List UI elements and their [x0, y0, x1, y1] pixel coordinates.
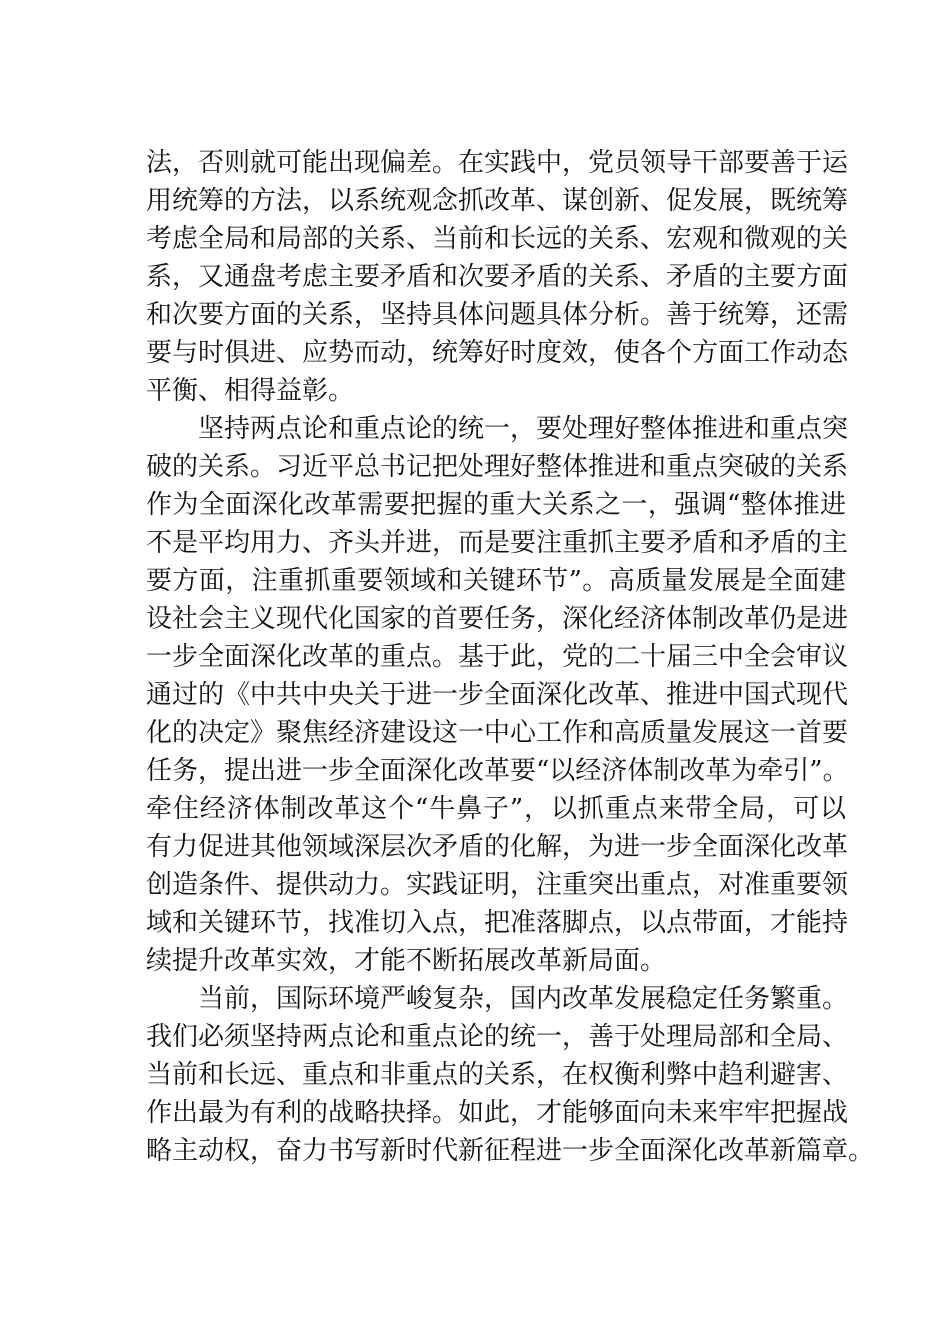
- paragraph-1: [146, 144, 849, 410]
- text-line: 域和关键环节，找准切入点，把准落脚点，以点带面，才能持: [146, 908, 849, 938]
- text-line: 当前和长远、重点和非重点的关系，在权衡利弊中趋利避害、: [146, 1060, 849, 1090]
- text-line: 法，否则就可能出现偏差。在实践中，党员领导干部要善于运: [146, 148, 849, 178]
- text-line: 系，又通盘考虑主要矛盾和次要矛盾的关系、矛盾的主要方面: [146, 262, 849, 292]
- text-line: 通过的《中共中央关于进一步全面深化改革、推进中国式现代: [146, 680, 849, 710]
- text-line: 一步全面深化改革的重点。基于此，党的二十届三中全会审议: [146, 642, 849, 672]
- text-line: 破的关系。习近平总书记把处理好整体推进和重点突破的关系: [146, 452, 849, 482]
- text-line: 作出最为有利的战略抉择。如此，才能够面向未来牢牢把握战: [146, 1098, 849, 1128]
- text-line: 续提升改革实效，才能不断拓展改革新局面。: [146, 946, 667, 976]
- text-line: 坚持两点论和重点论的统一，要处理好整体推进和重点突: [198, 414, 849, 444]
- text-line: 平衡、相得益彰。: [146, 376, 355, 406]
- text-line: 要方面，注重抓重要领域和关键环节”。高质量发展是全面建: [146, 566, 846, 596]
- text-line: 不是平均用力、齐头并进，而是要注重抓主要矛盾和矛盾的主: [146, 528, 849, 558]
- text-line: 牵住经济体制改革这个“牛鼻子”，以抓重点来带全局，可以: [146, 794, 846, 824]
- text-line: 设社会主义现代化国家的首要任务，深化经济体制改革仍是进: [146, 604, 849, 634]
- text-line: 任务，提出进一步全面深化改革要“以经济体制改革为牵引”。: [146, 756, 849, 786]
- text-line: 有力促进其他领域深层次矛盾的化解，为进一步全面深化改革: [146, 832, 849, 862]
- text-line: 创造条件、提供动力。实践证明，注重突出重点，对准重要领: [146, 870, 849, 900]
- text-line: 略主动权，奋力书写新时代新征程进一步全面深化改革新篇章。: [146, 1136, 875, 1166]
- text-line: 要与时俱进、应势而动，统筹好时度效，使各个方面工作动态: [146, 338, 849, 368]
- text-line: 当前，国际环境严峻复杂，国内改革发展稳定任务繁重。: [198, 984, 849, 1014]
- text-line: 考虑全局和局部的关系、当前和长远的关系、宏观和微观的关: [146, 224, 849, 254]
- text-line: 和次要方面的关系，坚持具体问题具体分析。善于统筹，还需: [146, 300, 849, 330]
- text-line: 作为全面深化改革需要把握的重大关系之一，强调“整体推进: [146, 490, 846, 520]
- paragraph-3: [146, 980, 875, 1170]
- text-line: 我们必须坚持两点论和重点论的统一，善于处理局部和全局、: [146, 1022, 849, 1052]
- paragraph-2: [146, 410, 849, 980]
- text-line: 化的决定》聚焦经济建设这一中心工作和高质量发展这一首要: [146, 718, 849, 748]
- body-text: [146, 144, 875, 1170]
- text-line: 用统筹的方法，以系统观念抓改革、谋创新、促发展，既统筹: [146, 186, 849, 216]
